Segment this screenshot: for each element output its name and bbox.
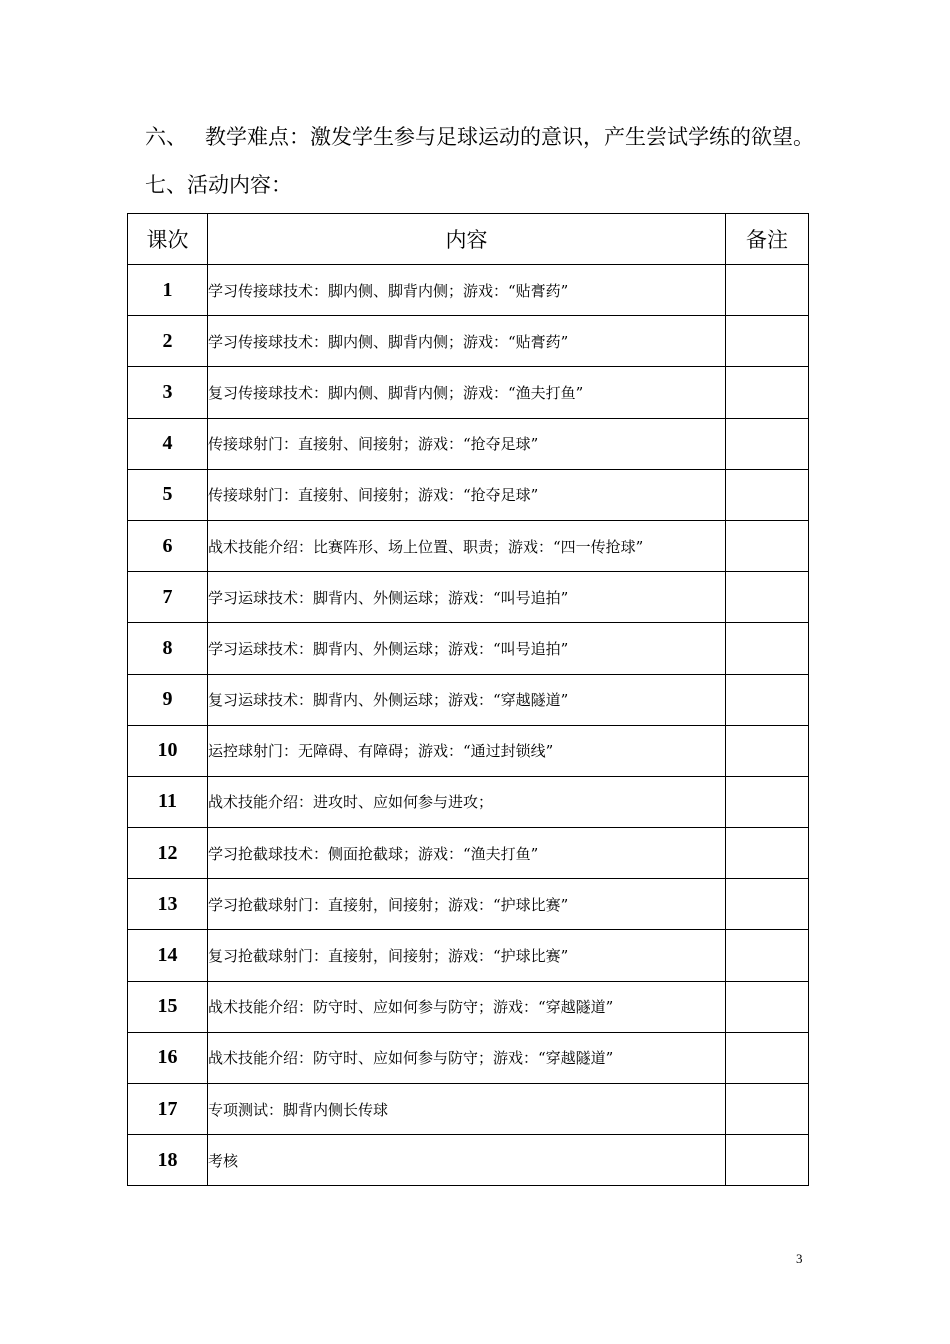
lesson-number: 14 bbox=[128, 930, 208, 981]
lesson-number: 17 bbox=[128, 1084, 208, 1135]
lesson-content: 传接球射门：直接射、间接射；游戏：“抢夺足球” bbox=[208, 469, 726, 520]
table-row bbox=[128, 469, 809, 520]
lesson-content: 学习运球技术：脚背内、外侧运球；游戏：“叫号追拍” bbox=[208, 623, 726, 674]
lesson-content: 学习抢截球技术：侧面抢截球；游戏：“渔夫打鱼” bbox=[208, 828, 726, 879]
lesson-number: 5 bbox=[128, 469, 208, 520]
lesson-note bbox=[726, 1032, 809, 1083]
section-six bbox=[145, 122, 814, 152]
table-row bbox=[128, 418, 809, 469]
table-row bbox=[128, 1135, 809, 1186]
lesson-note bbox=[726, 725, 809, 776]
table-row bbox=[128, 981, 809, 1032]
activity-table bbox=[127, 213, 809, 1186]
lesson-number: 6 bbox=[128, 520, 208, 571]
section-seven bbox=[145, 170, 292, 200]
section-seven-label: 七、活动内容： bbox=[145, 173, 292, 197]
table-row bbox=[128, 316, 809, 367]
lesson-content: 战术技能介绍：比赛阵形、场上位置、职责；游戏：“四一传抢球” bbox=[208, 520, 726, 571]
lesson-content: 战术技能介绍：防守时、应如何参与防守；游戏：“穿越隧道” bbox=[208, 1032, 726, 1083]
lesson-note bbox=[726, 469, 809, 520]
lesson-number: 2 bbox=[128, 316, 208, 367]
section-six-heading: 教学难点： bbox=[205, 125, 310, 149]
lesson-number: 16 bbox=[128, 1032, 208, 1083]
lesson-note bbox=[726, 776, 809, 827]
lesson-number: 8 bbox=[128, 623, 208, 674]
lesson-content: 专项测试：脚背内侧长传球 bbox=[208, 1084, 726, 1135]
lesson-content: 考核 bbox=[208, 1135, 726, 1186]
table-row bbox=[128, 828, 809, 879]
section-six-text: 激发学生参与足球运动的意识，产生尝试学练的欲望。 bbox=[310, 125, 814, 149]
lesson-note bbox=[726, 879, 809, 930]
lesson-content: 战术技能介绍：进攻时、应如何参与进攻； bbox=[208, 776, 726, 827]
page-number: 3 bbox=[796, 1251, 803, 1266]
lesson-number: 13 bbox=[128, 879, 208, 930]
table-row bbox=[128, 879, 809, 930]
table-header-row bbox=[128, 214, 809, 265]
lesson-content: 复习运球技术：脚背内、外侧运球；游戏：“穿越隧道” bbox=[208, 674, 726, 725]
lesson-number: 4 bbox=[128, 418, 208, 469]
table-row bbox=[128, 265, 809, 316]
header-content: 内容 bbox=[208, 214, 726, 265]
lesson-number: 10 bbox=[128, 725, 208, 776]
table-row bbox=[128, 1032, 809, 1083]
table-row bbox=[128, 725, 809, 776]
lesson-number: 9 bbox=[128, 674, 208, 725]
table-row bbox=[128, 520, 809, 571]
lesson-content: 学习抢截球射门：直接射，间接射；游戏：“护球比赛” bbox=[208, 879, 726, 930]
lesson-note bbox=[726, 1135, 809, 1186]
lesson-number: 18 bbox=[128, 1135, 208, 1186]
lesson-content: 学习传接球技术：脚内侧、脚背内侧；游戏：“贴膏药” bbox=[208, 316, 726, 367]
lesson-note bbox=[726, 1084, 809, 1135]
lesson-note bbox=[726, 520, 809, 571]
lesson-note bbox=[726, 265, 809, 316]
lesson-number: 15 bbox=[128, 981, 208, 1032]
lesson-number: 1 bbox=[128, 265, 208, 316]
lesson-content: 学习传接球技术：脚内侧、脚背内侧；游戏：“贴膏药” bbox=[208, 265, 726, 316]
table-row bbox=[128, 674, 809, 725]
header-note: 备注 bbox=[726, 214, 809, 265]
lesson-note bbox=[726, 316, 809, 367]
lesson-note bbox=[726, 367, 809, 418]
lesson-content: 传接球射门：直接射、间接射；游戏：“抢夺足球” bbox=[208, 418, 726, 469]
lesson-note bbox=[726, 674, 809, 725]
lesson-number: 3 bbox=[128, 367, 208, 418]
table-row bbox=[128, 623, 809, 674]
table-row bbox=[128, 930, 809, 981]
lesson-note bbox=[726, 981, 809, 1032]
lesson-content: 战术技能介绍：防守时、应如何参与防守；游戏：“穿越隧道” bbox=[208, 981, 726, 1032]
header-lesson: 课次 bbox=[128, 214, 208, 265]
lesson-note bbox=[726, 828, 809, 879]
lesson-note bbox=[726, 930, 809, 981]
lesson-number: 7 bbox=[128, 572, 208, 623]
lesson-note bbox=[726, 418, 809, 469]
table-row bbox=[128, 776, 809, 827]
lesson-content: 运控球射门：无障碍、有障碍；游戏：“通过封锁线” bbox=[208, 725, 726, 776]
lesson-number: 11 bbox=[128, 776, 208, 827]
lesson-note bbox=[726, 623, 809, 674]
section-six-label: 六、 bbox=[145, 125, 187, 149]
lesson-note bbox=[726, 572, 809, 623]
table-row bbox=[128, 367, 809, 418]
lesson-content: 学习运球技术：脚背内、外侧运球；游戏：“叫号追拍” bbox=[208, 572, 726, 623]
table-row bbox=[128, 1084, 809, 1135]
lesson-content: 复习传接球技术：脚内侧、脚背内侧；游戏：“渔夫打鱼” bbox=[208, 367, 726, 418]
lesson-number: 12 bbox=[128, 828, 208, 879]
table-row bbox=[128, 572, 809, 623]
lesson-content: 复习抢截球射门：直接射，间接射；游戏：“护球比赛” bbox=[208, 930, 726, 981]
